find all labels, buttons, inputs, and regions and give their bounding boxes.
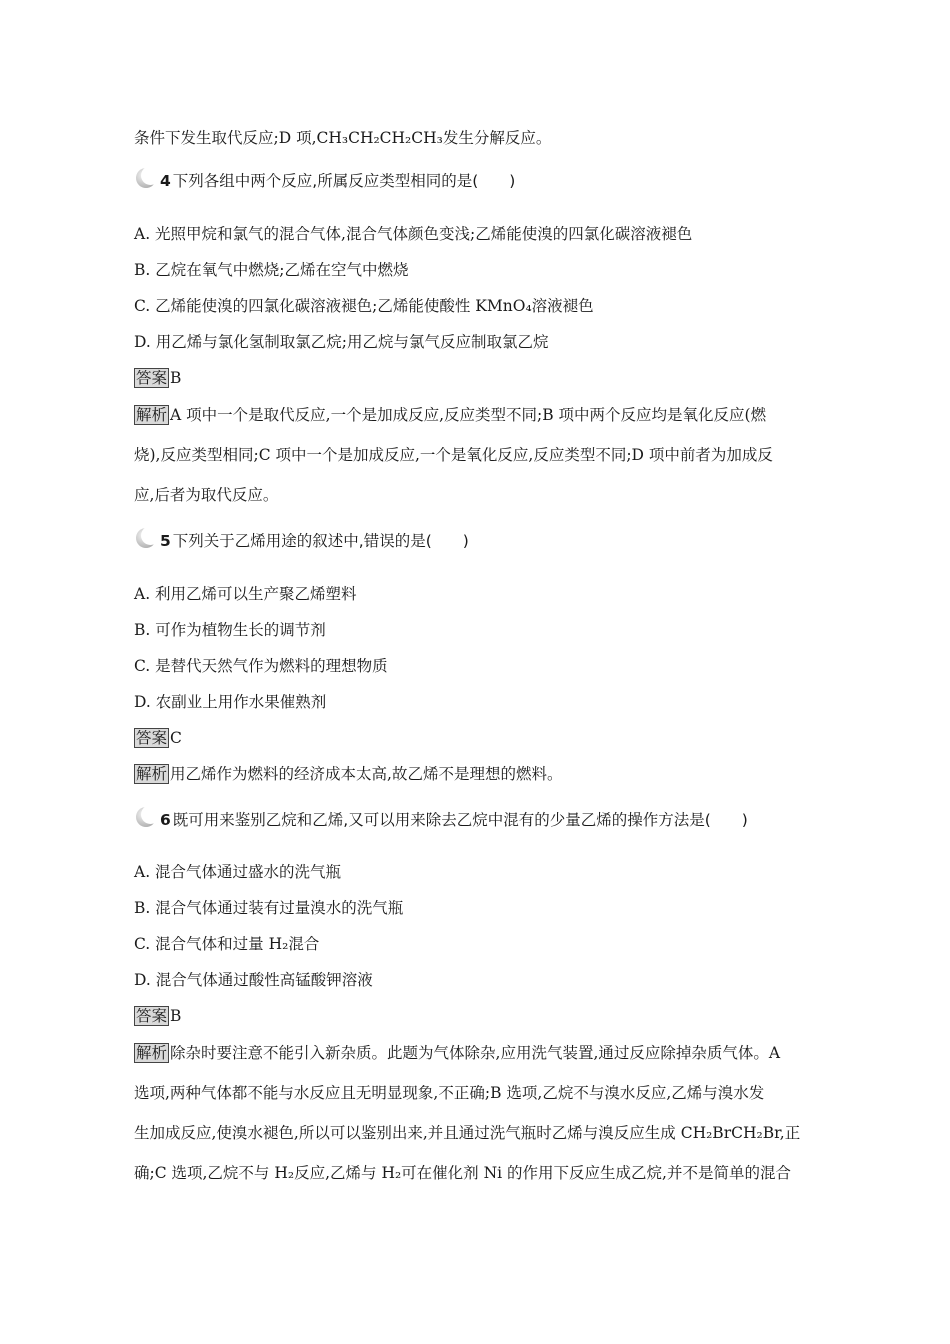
option-d: D. 农副业上用作水果催熟剂 (134, 693, 327, 711)
option-d: D. 用乙烯与氯化氢制取氯乙烷;用乙烷与氯气反应制取氯乙烷 (134, 333, 549, 351)
option-c: C. 混合气体和过量 H₂混合 (134, 935, 320, 953)
continuation-text: 条件下发生取代反应;D 项,CH₃CH₂CH₂CH₃发生分解反应。 (134, 129, 552, 147)
answer-row (134, 1005, 850, 1027)
explanation-row (134, 1042, 850, 1064)
option-c: C. 是替代天然气作为燃料的理想物质 (134, 657, 388, 675)
explanation-text: 用乙烯作为燃料的经济成本太高,故乙烯不是理想的燃料。 (170, 765, 563, 783)
option-d: D. 混合气体通过酸性高锰酸钾溶液 (134, 971, 373, 989)
explanation-text: A 项中一个是取代反应,一个是加成反应,反应类型不同;B 项中两个反应均是氧化反应(燃 (170, 406, 767, 424)
answer-badge: 答案 (136, 1007, 168, 1025)
question-marker-icon (134, 166, 158, 190)
question-number: 4 (160, 172, 171, 190)
option-c: C. 乙烯能使溴的四氯化碳溶液褪色;乙烯能使酸性 KMnO₄溶液褪色 (134, 297, 594, 315)
option-b: B. 混合气体通过装有过量溴水的洗气瓶 (134, 899, 404, 917)
question-stem: 下列各组中两个反应,所属反应类型相同的是( ) (172, 172, 516, 190)
explanation-badge: 解析 (136, 765, 168, 783)
question-marker-icon (134, 805, 158, 829)
explanation-text: 选项,两种气体都不能与水反应且无明显现象,不正确;B 选项,乙烷不与溴水反应,乙烯与溴水发 (134, 1084, 765, 1102)
answer-row (134, 367, 850, 389)
question-marker-icon (134, 526, 158, 550)
question-stem: 下列关于乙烯用途的叙述中,错误的是( ) (172, 532, 469, 550)
option-a: A. 混合气体通过盛水的洗气瓶 (134, 863, 342, 881)
explanation-badge: 解析 (136, 1044, 168, 1062)
answer-value: C (170, 729, 182, 747)
option-b: B. 乙烷在氧气中燃烧;乙烯在空气中燃烧 (134, 261, 409, 279)
explanation-text: 除杂时要注意不能引入新杂质。此题为气体除杂,应用洗气装置,通过反应除掉杂质气体。A (170, 1044, 781, 1062)
answer-badge: 答案 (136, 729, 168, 747)
option-a: A. 利用乙烯可以生产聚乙烯塑料 (134, 585, 357, 603)
question-number: 6 (160, 811, 171, 829)
question-4 (160, 170, 850, 192)
question-stem: 既可用来鉴别乙烷和乙烯,又可以用来除去乙烷中混有的少量乙烯的操作方法是( ) (172, 811, 748, 829)
explanation-text: 生加成反应,使溴水褪色,所以可以鉴别出来,并且通过洗气瓶时乙烯与溴反应生成 CH₂BrCH₂Br,正 (134, 1124, 801, 1142)
explanation-text: 应,后者为取代反应。 (134, 486, 279, 504)
explanation-text: 烧),反应类型相同;C 项中一个是加成反应,一个是氧化反应,反应类型不同;D 项中前者为加成反 (134, 446, 773, 464)
explanation-row (134, 763, 850, 785)
question-number: 5 (160, 532, 171, 550)
explanation-row (134, 404, 850, 426)
explanation-text: 确;C 选项,乙烷不与 H₂反应,乙烯与 H₂可在催化剂 Ni 的作用下反应生成乙烷,并不是简单的混合 (134, 1164, 791, 1182)
answer-badge: 答案 (136, 369, 168, 387)
option-b: B. 可作为植物生长的调节剂 (134, 621, 326, 639)
question-5 (160, 530, 850, 552)
answer-value: B (170, 369, 182, 387)
question-6 (160, 809, 850, 831)
answer-value: B (170, 1007, 182, 1025)
option-a: A. 光照甲烷和氯气的混合气体,混合气体颜色变浅;乙烯能使溴的四氯化碳溶液褪色 (134, 225, 693, 243)
explanation-badge: 解析 (136, 406, 168, 424)
answer-row (134, 727, 850, 749)
